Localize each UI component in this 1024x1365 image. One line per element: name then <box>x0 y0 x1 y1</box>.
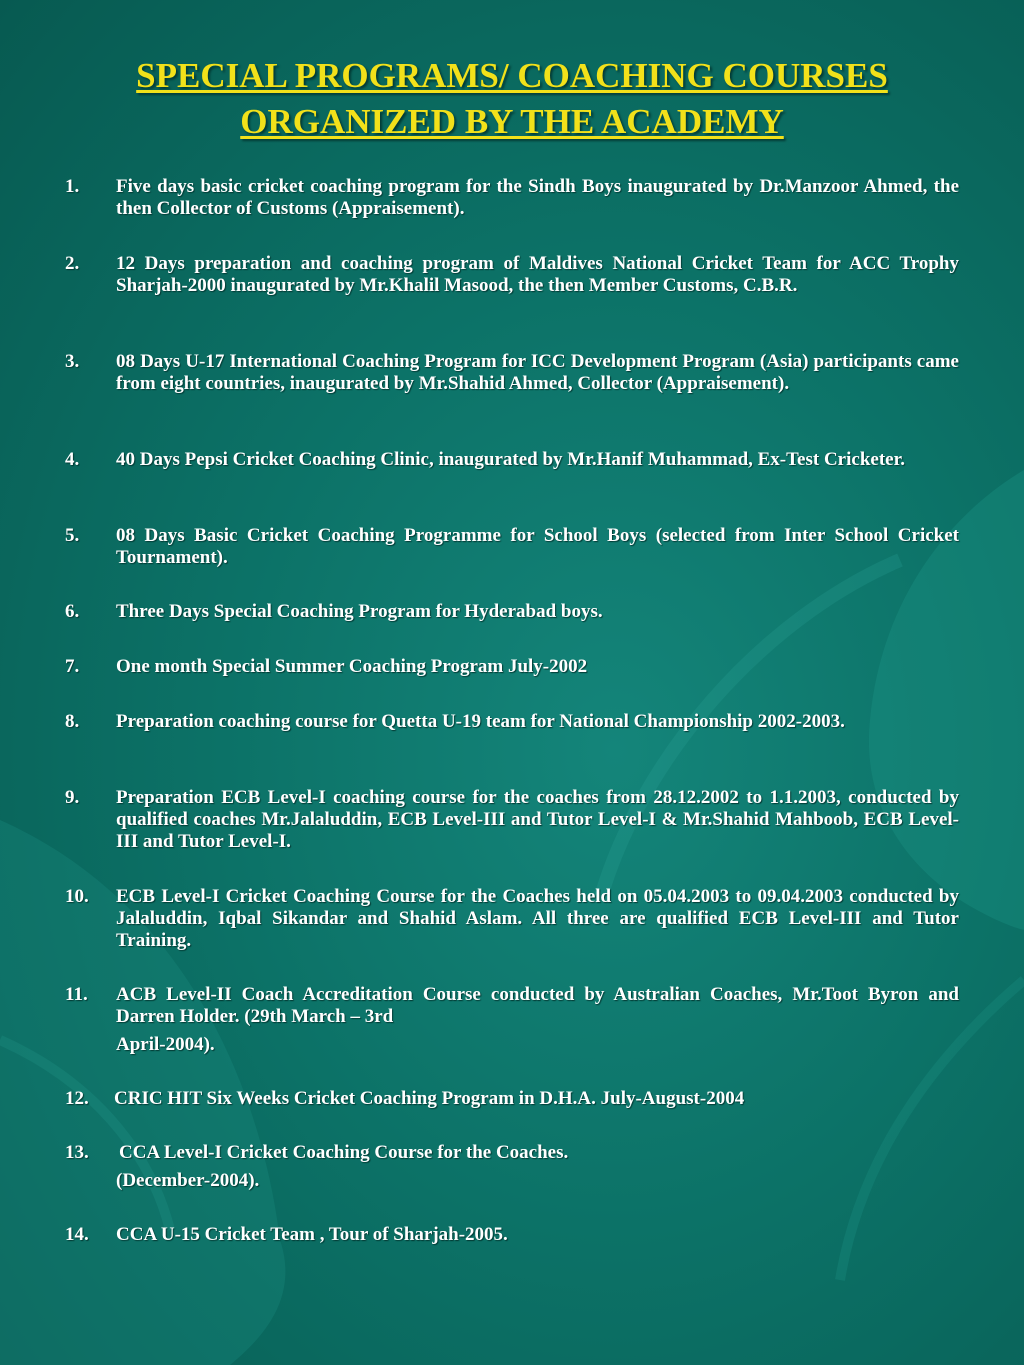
item-number: 8. <box>65 711 80 732</box>
item-number: 4. <box>65 449 80 470</box>
item-text: CCA Level-I Cricket Coaching Course for the Coaches. <box>119 1142 569 1163</box>
title-line-1: SPECIAL PROGRAMS/ COACHING COURSES <box>136 56 888 95</box>
item-text: CCA U-15 Cricket Team , Tour of Sharjah-2005. <box>116 1224 508 1245</box>
item-number: 1. <box>65 176 80 197</box>
item-text: Preparation coaching course for Quetta U-19 team for National Championship 2002-2003. <box>116 711 845 732</box>
item-number: 10. <box>65 886 89 907</box>
item-number: 14. <box>65 1224 89 1245</box>
item-number: 2. <box>65 253 80 274</box>
item-number: 9. <box>65 787 80 808</box>
item-number: 5. <box>65 525 80 546</box>
item-number: 3. <box>65 351 80 372</box>
item-text-continuation: April-2004). <box>116 1034 215 1055</box>
item-text: 12 Days preparation and coaching program of Maldives National Cricket Team for ACC Trophy Sharjah-2000 inaugurated by Mr.Khalil Masood, the then Member Customs, C.B.R. <box>116 253 959 296</box>
item-text: One month Special Summer Coaching Program July-2002 <box>116 656 588 677</box>
item-text: 40 Days Pepsi Cricket Coaching Clinic, inaugurated by Mr.Hanif Muhammad, Ex-Test Cricketer. <box>116 449 906 470</box>
item-text: CRIC HIT Six Weeks Cricket Coaching Program in D.H.A. July-August-2004 <box>114 1088 745 1109</box>
item-text-continuation: (December-2004). <box>116 1170 260 1191</box>
item-text: Five days basic cricket coaching program for the Sindh Boys inaugurated by Dr.Manzoor Ahmed, the then Collector of Customs (Appraisement). <box>116 176 959 219</box>
item-text: ECB Level-I Cricket Coaching Course for the Coaches held on 05.04.2003 to 09.04.2003 conducted by Jalaluddin, Iqbal Sikandar and Shahid Aslam. All three are qualified ECB Level-III and Tutor Training. <box>116 886 959 951</box>
item-number: 13. <box>65 1142 89 1163</box>
item-number: 6. <box>65 601 80 622</box>
title-line-2: ORGANIZED BY THE ACADEMY <box>240 102 784 141</box>
item-number: 7. <box>65 656 80 677</box>
item-text: ACB Level-II Coach Accreditation Course conducted by Australian Coaches, Mr.Toot Byron and Darren Holder. (29th March – 3rd <box>116 984 959 1027</box>
item-number: 12. <box>65 1088 89 1109</box>
item-text: Preparation ECB Level-I coaching course for the coaches from 28.12.2002 to 1.1.2003, conducted by qualified coaches Mr.Jalaluddin, ECB Level-III and Tutor Level-I & Mr.Shahid Mahboob, ECB Level-III and Tutor Level-I. <box>116 787 959 852</box>
slide-title <box>40 53 984 145</box>
item-text: Three Days Special Coaching Program for Hyderabad boys. <box>116 601 603 622</box>
item-number: 11. <box>65 984 88 1005</box>
item-text: 08 Days Basic Cricket Coaching Programme for School Boys (selected from Inter School Cricket Tournament). <box>116 525 959 568</box>
item-text: 08 Days U-17 International Coaching Program for ICC Development Program (Asia) participants came from eight countries, inaugurated by Mr.Shahid Ahmed, Collector (Appraisement). <box>116 351 959 394</box>
